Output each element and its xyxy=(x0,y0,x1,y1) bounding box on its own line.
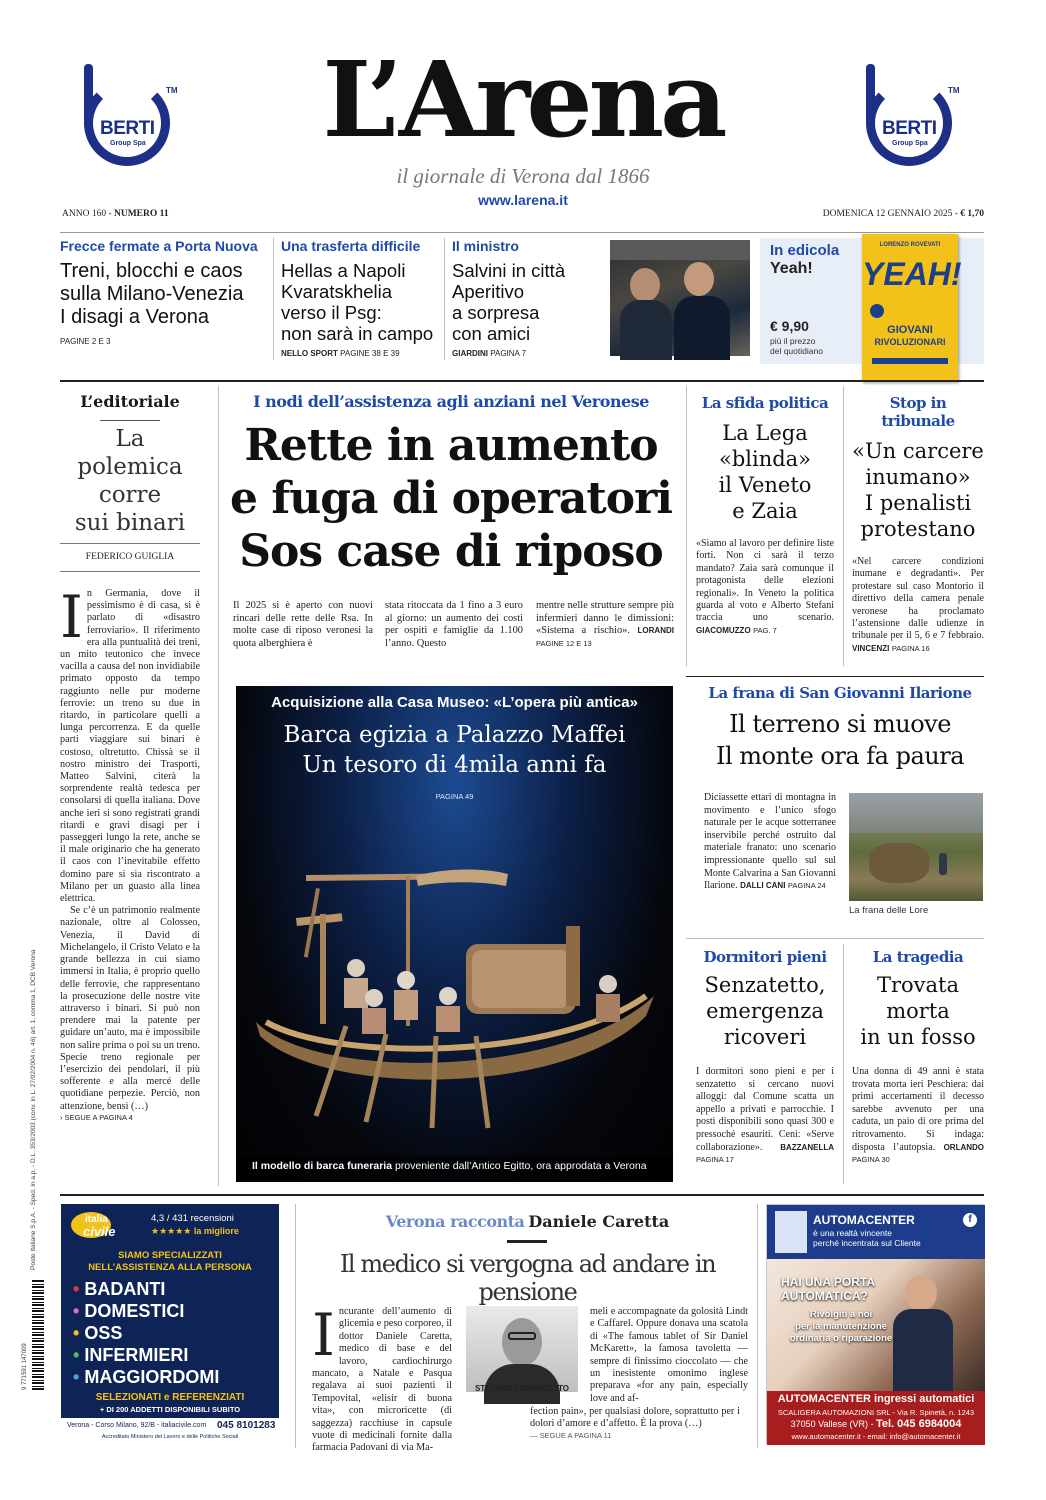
ad-auto-question xyxy=(781,1275,875,1303)
headline-line: Sos case di riposo xyxy=(239,526,663,577)
ad-service-item: • DOMESTICI xyxy=(73,1301,185,1321)
footer-tel[interactable]: Tel. 045 6984004 xyxy=(875,1418,962,1430)
answer-line: ordinaria o riparazione xyxy=(789,1333,893,1344)
title-line: corre xyxy=(98,482,162,508)
ad-auto-footer-web[interactable]: www.automacenter.it - email: info@automacenter.it xyxy=(791,1432,961,1441)
berti-logo-left xyxy=(80,64,180,174)
headline-line: in un fosso xyxy=(860,1025,976,1049)
book-title: YEAH! xyxy=(862,256,962,292)
caretta-col3: meli e accompagnate da golosità Lindt e Caffarel. Oppure donava una scatola di «The famous tablet of Sir Daniel McKarett», la famosa tavoletta — sempre di finissimo cioccolato — che un inesistente omonimo inglese preparava «for any pain, especially love and af- xyxy=(590,1306,748,1404)
headline-line: Senzatetto, xyxy=(704,973,826,997)
headline-line: Kvaratskhelia xyxy=(281,281,393,302)
teaser-headline xyxy=(60,260,266,329)
issue-date xyxy=(823,209,984,219)
masthead-tagline: il giornale di Verona dal 1866 xyxy=(396,164,650,188)
teaser-page: PAGINA 7 xyxy=(490,349,527,358)
lorenzetto-caption: STEFANO LORENZETTO xyxy=(474,1384,570,1393)
body-text: Una donna di 49 anni è stata trovata morta ieri Peschiera: dai primi accertamenti il decesso sarebbe avvenuto per una caduta, un paio di ore prima del ritrovamento. Si indaga: disposta l’autopsia. xyxy=(852,1066,984,1153)
headline-line: Aperitivo xyxy=(452,281,524,302)
page-ref: PAGINA 17 xyxy=(696,1155,734,1165)
lead-kicker: I nodi dell’assistenza agli anziani nel Veronese xyxy=(253,392,649,411)
headline-line: a sorpresa xyxy=(452,302,540,323)
edicola-kicker: In edicola xyxy=(770,242,840,259)
story-lega[interactable] xyxy=(696,394,834,637)
page-ref: PAG. 7 xyxy=(753,625,777,635)
teaser-page: PAGINE 2 E 3 xyxy=(60,337,111,346)
editoriale-body xyxy=(60,583,200,1188)
lega-kicker: La sfida politica xyxy=(701,394,829,412)
frana-headline xyxy=(696,708,984,772)
book-author: LORENZO ROVEVATI xyxy=(879,242,941,248)
author: ORLANDO xyxy=(943,1142,985,1152)
headline-line: «Un carcere xyxy=(852,439,984,463)
ad-line: SIAMO SPECIALIZZATI xyxy=(118,1250,222,1261)
edicola-price: € 9,90 xyxy=(770,318,809,334)
question-line: AUTOMATICA? xyxy=(781,1289,868,1303)
ad-item-label: INFERMIERI xyxy=(84,1345,189,1365)
caretta-paragraph: ncurante dell’aumento di glicemia e peso corporeo, il dottor Daniele Caretta, medico di base e del lavoro, cardiochirurgo mancato, a Natale e Pasqua regalava ai suoi pazienti il Tempovital, «elisir di buona vita», con microricette (di saggezza) racchiuse in capsule vuote di medicinali fornite dalla farmacia Padovani di via Ma- xyxy=(312,1306,452,1454)
teaser-section: GIARDINI xyxy=(452,349,488,358)
berti-logo-right xyxy=(862,64,972,174)
price-text: € 1,70 xyxy=(960,209,984,219)
edicola-title: Yeah! xyxy=(770,260,813,277)
barcode xyxy=(32,1280,44,1390)
headline-line: Il monte ora fa paura xyxy=(715,742,964,770)
editoriale-continue[interactable]: › SEGUE A PAGINA 4 xyxy=(60,1112,133,1122)
teaser-treni[interactable] xyxy=(60,238,266,364)
teaser-kicker: Una trasferta difficile xyxy=(281,238,421,254)
caretta-headline[interactable]: Il medico si vergogna ad andare in pensione xyxy=(339,1250,716,1306)
teaser-kicker: Frecce fermate a Porta Nuova xyxy=(60,238,258,254)
carcere-headline xyxy=(852,438,984,542)
teaser-salvini[interactable] xyxy=(452,238,602,364)
headline-line: Barca egizia a Palazzo Maffei xyxy=(283,722,626,748)
tag-line: perché incentrata sul Cliente xyxy=(813,1238,921,1248)
barcode-number: 9 771591 147009 xyxy=(22,1343,28,1390)
teaser-kicker: Il ministro xyxy=(452,238,519,254)
headline-line: Trovata xyxy=(876,973,960,997)
headline-line: con amici xyxy=(452,323,531,344)
author: DALLI CANI xyxy=(740,881,786,891)
headline-line: La Lega xyxy=(722,421,808,445)
headline-line: I disagi a Verona xyxy=(60,306,209,328)
editoriale-kicker: L’editoriale xyxy=(80,392,180,411)
tragedia-kicker: La tragedia xyxy=(872,948,964,966)
edicola-box[interactable] xyxy=(760,238,984,364)
continue-label: SEGUE A PAGINA 11 xyxy=(539,1430,612,1440)
page-ref: PAGINA 24 xyxy=(787,881,826,891)
col3-page: PAGINE 12 E 13 xyxy=(536,638,592,648)
story-dormitori[interactable] xyxy=(696,948,834,1167)
ad-auto-tagline xyxy=(813,1228,921,1248)
page-ref: PAGINA 16 xyxy=(891,643,930,653)
frana-kicker: La frana di San Giovanni Ilarione xyxy=(708,684,972,702)
lead-col3 xyxy=(536,600,674,650)
ad-service-item: • INFERMIERI xyxy=(73,1345,189,1365)
frana-photo-caption: La frana delle Lore xyxy=(849,905,929,916)
headline-line: inumano» xyxy=(865,465,971,489)
boat-model-image xyxy=(236,846,673,1146)
headline-line: verso il Psg: xyxy=(281,302,382,323)
carcere-body xyxy=(852,556,984,655)
carcere-kicker: Stop in tribunale xyxy=(881,394,955,430)
headline-line: Rette in aumento xyxy=(244,420,658,471)
ad-selected: SELEZIONATI e REFERENZIATI xyxy=(95,1392,245,1403)
logo-text: BERTI xyxy=(882,118,937,139)
book-sub1: GIOVANI xyxy=(887,324,933,336)
ad-phone[interactable]: 045 8101283 xyxy=(217,1420,276,1431)
headline-line: Salvini in città xyxy=(452,260,566,281)
caretta-continue[interactable]: — SEGUE A PAGINA 11 xyxy=(530,1430,612,1440)
ad-staff: + DI 200 ADDETTI DISPONIBILI SUBITO xyxy=(99,1405,241,1414)
editoriale-paragraph: n Germania, dove il pessimismo è di casa, si è parlato di «disastro ferroviario». Il riferimento era alla puntualità dei treni, un mito teutonico che invece vacilla a causa del non invidiabile primato opposto da tempo raggiunto nelle pur moderne ferrovie: un treno su due in ritardo, in particolare quelli a lunga percorrenza. E da quelle parti viaggiare sui binari è costoso, oltretutto. Chissà se il nostro ministro dei Trasporti, Matteo Salvini, citerà la sorprendente realtà tedesca per consolarsi di quella italiana. Dove anche ieri si sono registrati grandi ritardi e gravi disagi per i passeggeri lungo la rete, anche se il male originario che ha generato il caos con l’inevitabile effetto domino pare si sia riscontrato a Milano per un guasto alla linea elettrica. xyxy=(60,588,200,905)
caretta-kicker xyxy=(300,1212,755,1232)
logo-tm: TM xyxy=(948,86,960,95)
issue-number: NUMERO 11 xyxy=(113,209,169,219)
museo-headline xyxy=(236,720,673,780)
author: GIACOMUZZO xyxy=(696,625,751,635)
ad-line: NELL’ASSISTENZA ALLA PERSONA xyxy=(88,1262,252,1273)
ad-services-list xyxy=(73,1278,219,1388)
ad-brand1: italia xyxy=(85,1214,108,1225)
logo-text: BERTI xyxy=(100,118,155,139)
editoriale-paragraph: Se c’è un patrimonio realmente nazionale, oltre al Colosseo, Venezia, il David di Michelangelo, il Cristo Velato e la grande bellezza in cui siamo immersi in Italia, è proprio quello delle ferrovie, che rappresentano la prosecuzione delle nostre vite attraverso i binari. Si può non prendere mai la patente per guidare un’auto, ma è impossibile non salire prima o poi su un treno. Specie treno regionale per l’esercizio dei pendolari, il più sofferente e alla mercé delle quotidiane perpezie. Perciò, non attenzione, bensì (…) xyxy=(60,905,200,1112)
lead-story[interactable] xyxy=(228,392,674,578)
author: BAZZANELLA xyxy=(780,1142,834,1152)
ad-rating: 4,3 / 431 recensioni xyxy=(151,1213,234,1224)
ad-italia-civile[interactable] xyxy=(61,1204,279,1444)
price-note-line: del quotidiano xyxy=(770,346,823,356)
answer-line: per la manutenzione xyxy=(795,1321,887,1332)
frana-photo[interactable] xyxy=(849,793,983,901)
price-note-line: più il prezzo xyxy=(770,336,816,346)
ad-specialized xyxy=(61,1250,279,1274)
tragedia-body xyxy=(852,1066,984,1167)
page-ref: PAGINA 30 xyxy=(852,1155,890,1165)
dropcap: I xyxy=(60,583,83,651)
issue-info xyxy=(62,209,169,219)
editoriale[interactable] xyxy=(60,392,200,537)
lead-col2: stata ritoccata da 1 fino a 3 euro al giorno: un aumento dei costi per ospiti e famiglie da 1.100 l’anno. Questo xyxy=(385,600,523,649)
dropcap: I xyxy=(312,1301,335,1369)
ad-best: la migliore xyxy=(193,1226,239,1236)
book-cover[interactable] xyxy=(862,234,962,382)
headline-line: Un tesoro di 4mila anni fa xyxy=(302,752,607,778)
headline-line: Treni, blocchi e caos xyxy=(60,260,243,282)
headline-line: protestano xyxy=(860,517,976,541)
museo-feature[interactable] xyxy=(236,686,673,1182)
star-icon: ★★★★★ xyxy=(151,1226,192,1236)
kicker-blue: Verona racconta xyxy=(385,1212,525,1231)
continue-label: SEGUE A PAGINA 4 xyxy=(64,1112,133,1122)
tragedia-headline xyxy=(852,972,984,1050)
ad-auto-footer-addr: SCALIGERA AUTOMAZIONI SRL - Via R. Spinetà, n. 1243 xyxy=(777,1408,975,1417)
caption-bold: Il modello di barca funeraria xyxy=(252,1160,393,1172)
caretta-paragraph: fection pain», per qualsiasi dolore, soprattutto per i dolori d’amore e d’affetto. È la prova (…) xyxy=(530,1406,740,1430)
masthead-title[interactable]: L’Arena xyxy=(322,38,724,161)
ad-item-label: MAGGIORDOMI xyxy=(84,1367,220,1387)
answer-line: Rivolgiti a noi xyxy=(809,1309,873,1320)
lead-headline xyxy=(228,419,674,578)
ad-service-item: • OSS xyxy=(73,1323,123,1343)
headline-line: morta xyxy=(886,999,950,1023)
lega-headline xyxy=(696,420,834,524)
body-text: «Siamo al lavoro per definire liste forti. Non ci sarà il terzo mandato? Zaia sarà comunque il protagonista delle elezioni regionali». In Veneto la politica guarda al voto e Alberto Stefani traccia uno scenario. xyxy=(696,538,834,624)
ad-service-item: • MAGGIORDOMI xyxy=(73,1367,220,1387)
masthead-url[interactable]: www.larena.it xyxy=(478,192,568,208)
headline-line: I penalisti xyxy=(864,491,972,515)
ad-item-label: DOMESTICI xyxy=(84,1301,185,1321)
ad-accredit: Accreditato Ministero del Lavoro e delle Politiche Sociali xyxy=(101,1434,239,1440)
headline-line: emergenza xyxy=(706,999,824,1023)
teaser-headline xyxy=(281,260,441,344)
caption-text: proveniente dall’Antico Egitto, ora approdata a Verona xyxy=(394,1160,647,1172)
headline-line: e fuga di operatori xyxy=(230,473,672,524)
story-carcere[interactable] xyxy=(852,394,984,655)
body-text: «Nel carcere condizioni inumane e degradanti». Per protestare sul caso Montorio il direttivo della camera penale veronese ha proclamato l’astensione dalle udienze in tribunale per il 5, 6 e 7 febbraio. xyxy=(852,556,984,642)
body-text: I dormitori sono pieni e per i senzatetto si cercano nuovi alloggi: dal Comune scatta un appello a privati e parrocchie. I posti disponibili sono quasi 300 e pressoché esauriti. Ceni: «Serve collaborazione». xyxy=(696,1066,834,1153)
headline-line: Il terreno si muove xyxy=(729,710,951,738)
ad-auto-answer xyxy=(777,1309,905,1345)
headline-line: il Veneto xyxy=(718,473,812,497)
ad-auto-footer-title: AUTOMACENTER ingressi automatici xyxy=(777,1393,975,1405)
dormitori-body xyxy=(696,1066,834,1167)
frana-body xyxy=(704,792,836,893)
dormitori-kicker: Dormitori pieni xyxy=(703,948,827,966)
ad-brand2: civile xyxy=(83,1224,116,1239)
edicola-price-note xyxy=(770,336,823,356)
story-tragedia[interactable] xyxy=(852,948,984,1167)
editoriale-author: FEDERICO GUIGLIA xyxy=(85,552,175,562)
editoriale-title xyxy=(60,425,200,537)
teaser-page: PAGINE 38 E 39 xyxy=(340,349,400,358)
ad-item-label: BADANTI xyxy=(84,1279,166,1299)
ad-address: Verona - Corso Milano, 92/B - italiacivile.com xyxy=(67,1422,207,1429)
col3-text: mentre nelle strutture sempre più infermieri danno le dimissioni: «Sistema a rischio». xyxy=(536,600,674,637)
logo-sub: Group Spa xyxy=(892,140,928,147)
museo-caption xyxy=(252,1160,647,1172)
body-text: Diciassette ettari di montagna in movimento e l’unico sfogo naturale per le acque sotterranee inservibile perché ostruito dal materiale franato: uno scenario impressionante quello sul sul Monte Calvarina a San Giovanni Ilarione. xyxy=(704,792,836,892)
ad-automacenter[interactable] xyxy=(766,1204,984,1444)
dormitori-headline xyxy=(696,972,834,1050)
lega-body xyxy=(696,538,834,637)
issue-year: ANNO 160 - xyxy=(62,209,112,219)
teaser-hellas[interactable] xyxy=(281,238,441,364)
headline-line: sulla Milano-Venezia xyxy=(60,283,244,305)
ad-auto-brand: AUTOMACENTER xyxy=(813,1213,915,1227)
ad-auto-footer-contacts xyxy=(767,1418,985,1430)
question-line: HAI UNA PORTA xyxy=(781,1275,875,1289)
salvini-photo[interactable] xyxy=(610,240,750,356)
postal-notice: Poste Italiane S.p.A. - Sped. in a.p. - D.L. 353/2003 (conv. in L. 27/02/2004 n. 46) art. 1, comma 1, DCB Verona xyxy=(30,949,37,1270)
tag-line: è una realtà vincente xyxy=(813,1228,892,1238)
headline-line: «blinda» xyxy=(718,447,812,471)
caretta-col2 xyxy=(530,1406,740,1440)
logo-sub: Group Spa xyxy=(110,140,146,147)
col3-author: LORANDI xyxy=(637,626,674,636)
lorenzetto-photo xyxy=(466,1306,578,1392)
title-line: sui binari xyxy=(74,510,186,536)
teaser-section: NELLO SPORT xyxy=(281,349,338,358)
lead-col1: Il 2025 si è aperto con nuovi rincari delle rette delle Rsa. In molte case di riposo veronesi la quota alberghiera è xyxy=(233,600,373,649)
logo-tm: TM xyxy=(166,86,178,95)
footer-city: 37050 Vallese (VR) - xyxy=(790,1419,874,1429)
museo-kicker: Acquisizione alla Casa Museo: «L’opera più antica» xyxy=(271,694,638,711)
headline-line: ricoveri xyxy=(723,1025,807,1049)
headline-line: non sarà in campo xyxy=(281,323,434,344)
ad-stars-row xyxy=(151,1226,239,1237)
title-line: La polemica xyxy=(77,426,183,480)
kicker-name: Daniele Caretta xyxy=(528,1212,670,1231)
ad-item-label: OSS xyxy=(84,1323,123,1343)
book-sub2: RIVOLUZIONARI xyxy=(874,337,946,347)
story-frana[interactable] xyxy=(696,684,984,772)
author: VINCENZI xyxy=(852,643,890,653)
facebook-icon[interactable]: f xyxy=(963,1213,977,1227)
ad-service-item: • BADANTI xyxy=(73,1279,166,1299)
teaser-headline xyxy=(452,260,602,344)
date-text: DOMENICA 12 GENNAIO 2025 - xyxy=(822,209,958,219)
headline-line: e Zaia xyxy=(732,499,798,523)
museo-page: PAGINA 49 xyxy=(435,792,474,801)
headline-line: Hellas a Napoli xyxy=(281,260,406,281)
caretta-col1 xyxy=(312,1301,452,1454)
